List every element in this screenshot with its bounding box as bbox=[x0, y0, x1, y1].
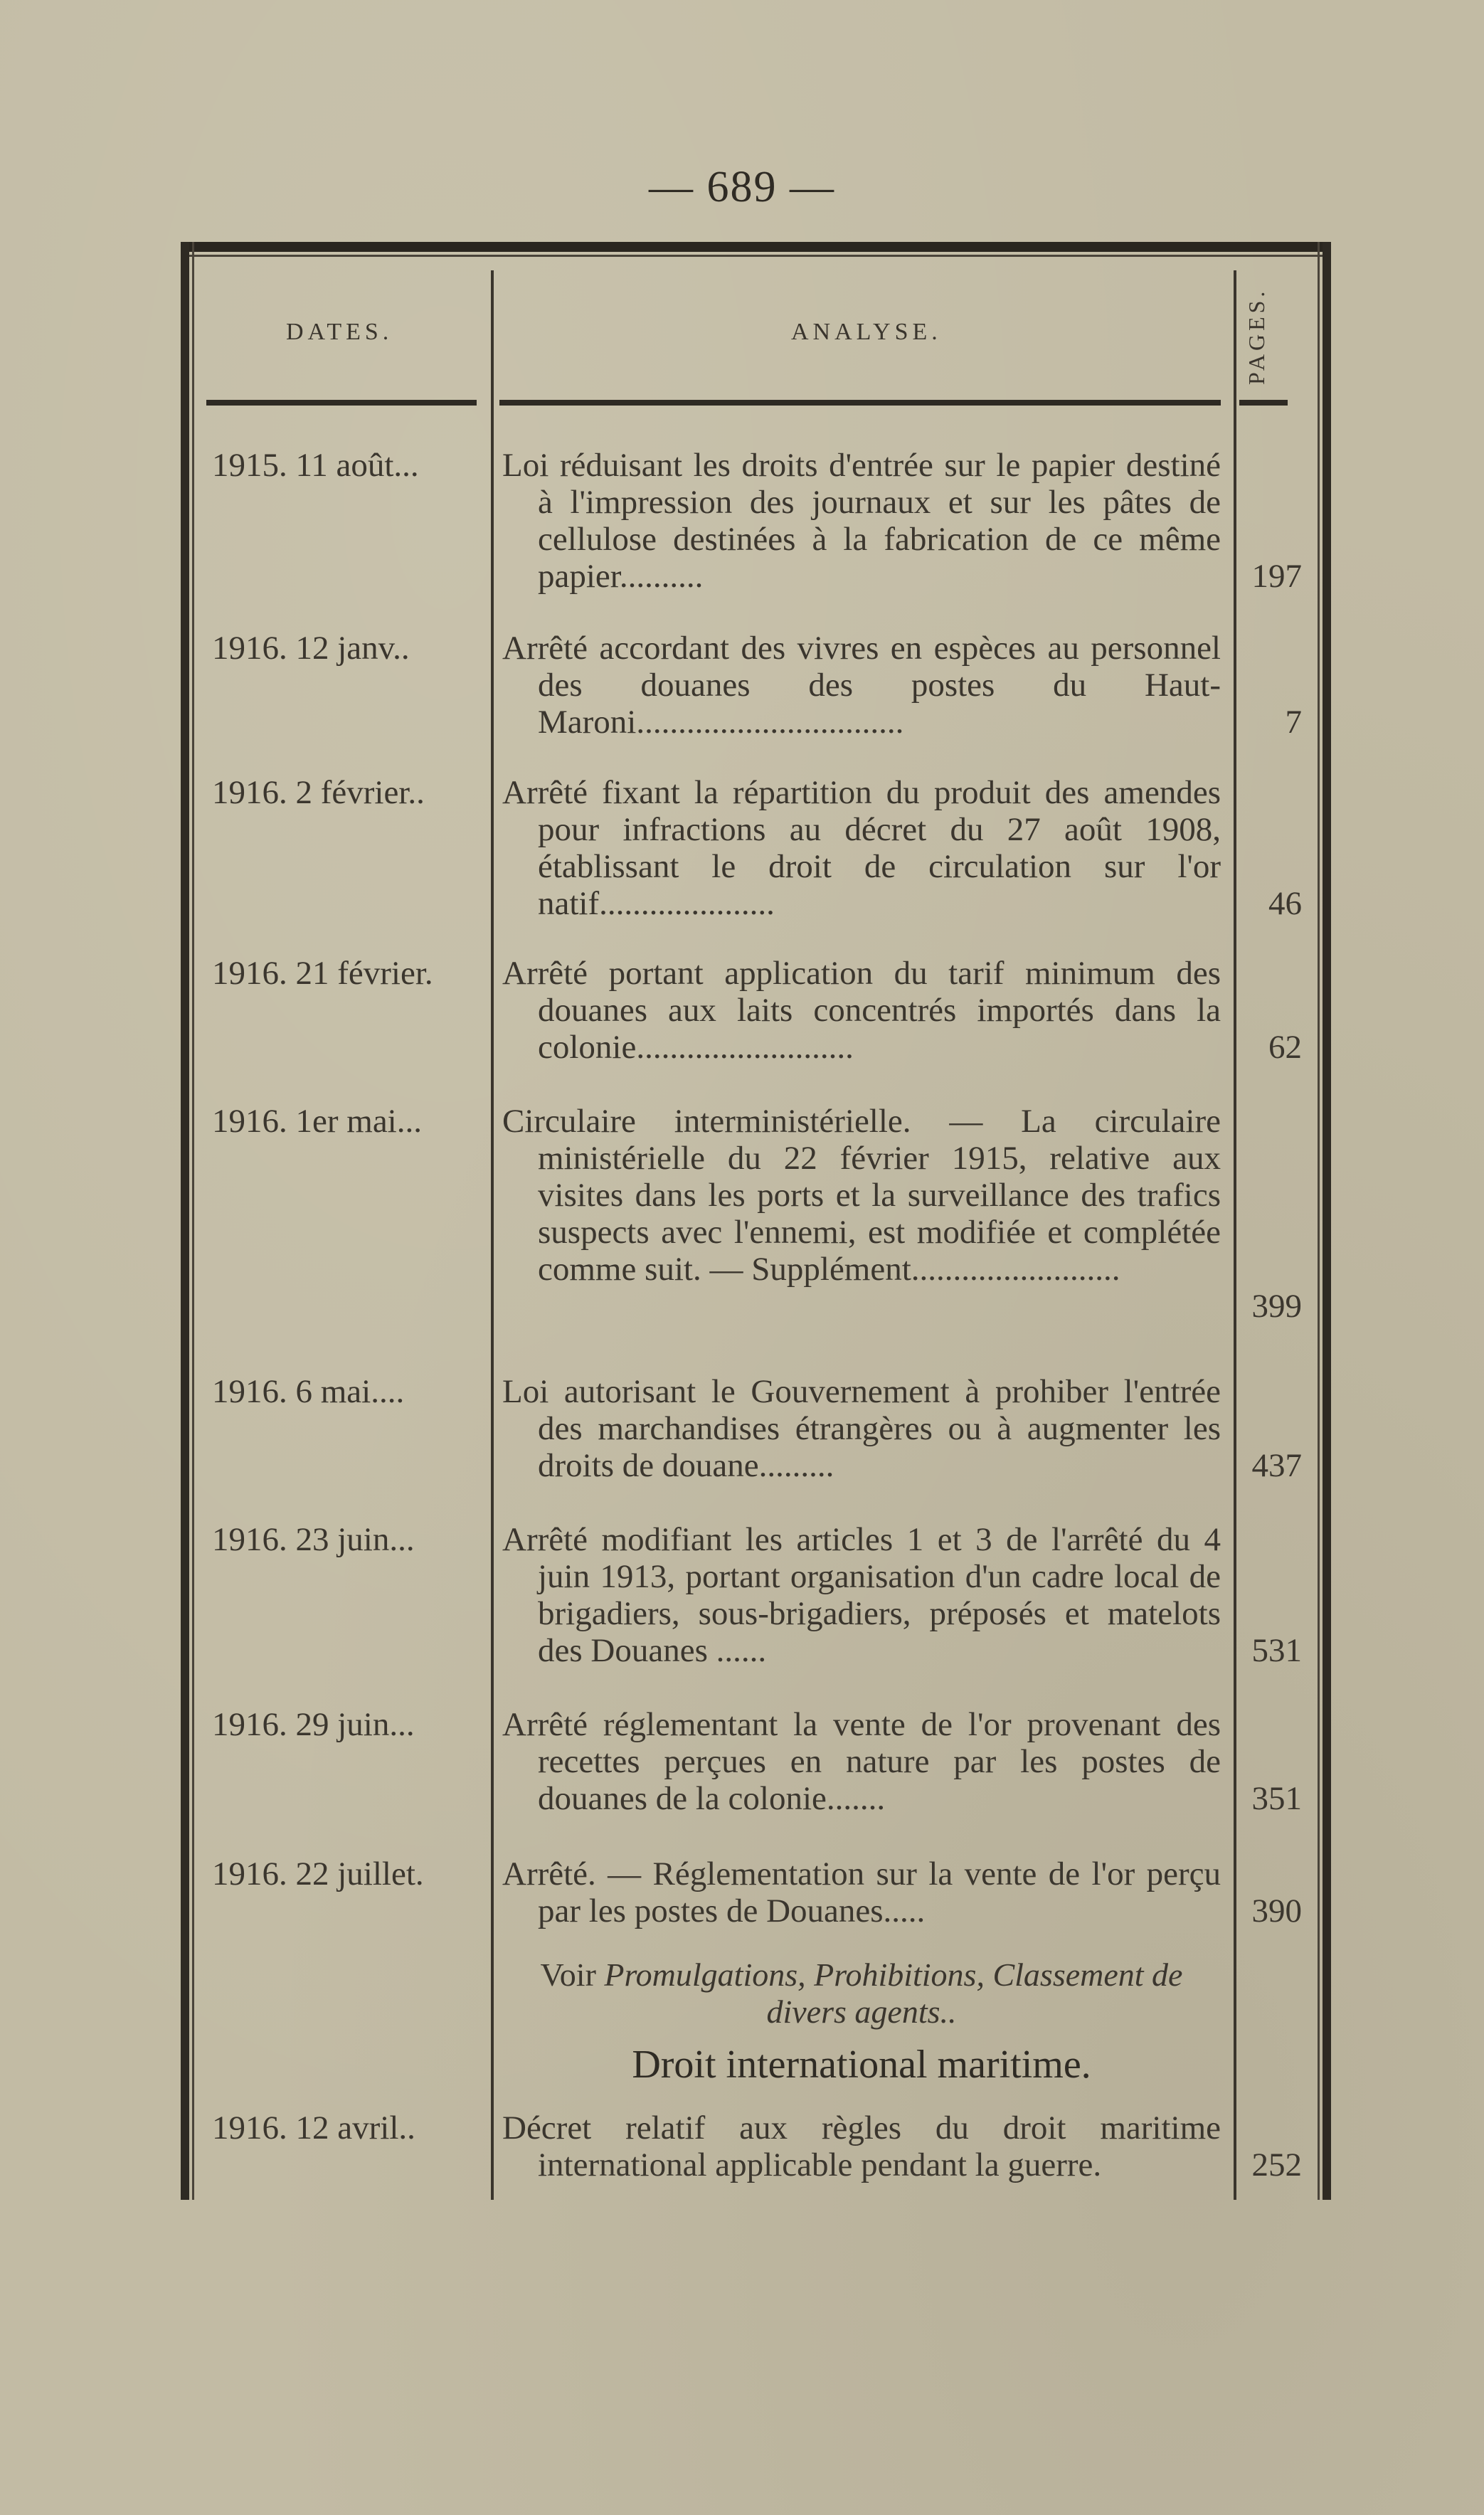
entry-analysis: Arrêté portant application du tarif minimum des douanes aux laits concentrés importés dans la colonie.......................... bbox=[502, 955, 1221, 1066]
entry-date: 1916. 21 février. bbox=[212, 955, 433, 992]
entry-page: 46 bbox=[1268, 885, 1302, 922]
index-table bbox=[181, 242, 1331, 2200]
entry-page: 62 bbox=[1268, 1029, 1302, 1066]
header-dates: DATES. bbox=[286, 319, 393, 345]
entry-page: 390 bbox=[1251, 1892, 1302, 1929]
entry-page: 7 bbox=[1285, 704, 1302, 741]
entry-analysis: Arrêté fixant la répartition du produit des amendes pour infractions au décret du 27 août 1908, établissant le droit de circulation sur l'or natif..................... bbox=[502, 774, 1221, 922]
right-border bbox=[1323, 242, 1331, 2200]
entry-date: 1916. 6 mai.... bbox=[212, 1373, 405, 1410]
column-divider-dates bbox=[491, 270, 494, 2200]
header-analyse: ANALYSE. bbox=[791, 319, 942, 345]
entry-analysis: Loi réduisant les droits d'entrée sur le papier destiné à l'impression des journaux et sur les pâtes de cellulose destinées à la fabrication de ce même papier.......... bbox=[502, 447, 1221, 595]
entry-analysis: Arrêté modifiant les articles 1 et 3 de l'arrêté du 4 juin 1913, portant organisation d'un cadre local de brigadiers, sous-brigadiers, préposés et matelots des Douanes ...... bbox=[502, 1521, 1221, 1669]
left-border bbox=[181, 242, 189, 2200]
header-pages: PAGES. bbox=[1244, 287, 1269, 386]
see-also-note bbox=[502, 1957, 1221, 2030]
header-rule-pages bbox=[1239, 400, 1288, 406]
entry-analysis: Circulaire interministérielle. — La circulaire ministérielle du 22 février 1915, relative aux visites dans les ports et la surveillance des trafics suspects avec l'ennemi, est modifiée et complétée comme suit. — Supplément......................... bbox=[502, 1103, 1221, 1288]
entry-page: 252 bbox=[1251, 2146, 1302, 2183]
entry-date: 1916. 29 juin... bbox=[212, 1706, 415, 1743]
entry-date: 1916. 22 juillet. bbox=[212, 1855, 424, 1892]
entry-page: 531 bbox=[1251, 1632, 1302, 1669]
top-rule-thin bbox=[181, 255, 1331, 257]
entry-date: 1915. 11 août... bbox=[212, 447, 419, 484]
right-border-thin bbox=[1318, 242, 1320, 2200]
see-also-lead: Voir bbox=[540, 1957, 596, 1993]
column-divider-pages bbox=[1234, 270, 1236, 2200]
entry-analysis: Arrêté réglementant la vente de l'or provenant des recettes perçues en nature par les postes de douanes de la colonie....... bbox=[502, 1706, 1221, 1817]
entry-analysis: Décret relatif aux règles du droit maritime international applicable pendant la guerre. bbox=[502, 2109, 1221, 2183]
entry-analysis: Arrêté. — Réglementation sur la vente de l'or perçu par les postes de Douanes..... bbox=[502, 1855, 1221, 1929]
entry-page: 437 bbox=[1251, 1447, 1302, 1484]
top-rule bbox=[181, 242, 1331, 252]
left-border-thin bbox=[192, 242, 194, 2200]
entry-page: 399 bbox=[1251, 1288, 1302, 1325]
entry-analysis: Arrêté accordant des vivres en espèces au personnel des douanes des postes du Haut-Maroni................................ bbox=[502, 630, 1221, 741]
entry-date: 1916. 2 février.. bbox=[212, 774, 425, 811]
header-rule-dates bbox=[206, 400, 477, 406]
page-number: — 689 — bbox=[649, 163, 835, 211]
entry-page: 351 bbox=[1251, 1780, 1302, 1817]
see-also-text: Promulgations, Prohibitions, Classement de divers agents.. bbox=[604, 1957, 1183, 2030]
entry-date: 1916. 12 janv.. bbox=[212, 630, 410, 667]
entry-date: 1916. 23 juin... bbox=[212, 1521, 415, 1558]
entry-date: 1916. 1er mai... bbox=[212, 1103, 422, 1140]
entry-analysis: Loi autorisant le Gouvernement à prohiber l'entrée des marchandises étrangères ou à augmenter les droits de douane......... bbox=[502, 1373, 1221, 1484]
header-rule-analyse bbox=[499, 400, 1221, 406]
entry-page: 197 bbox=[1251, 558, 1302, 595]
entry-date: 1916. 12 avril.. bbox=[212, 2109, 415, 2146]
section-title: Droit international maritime. bbox=[632, 2043, 1091, 2087]
